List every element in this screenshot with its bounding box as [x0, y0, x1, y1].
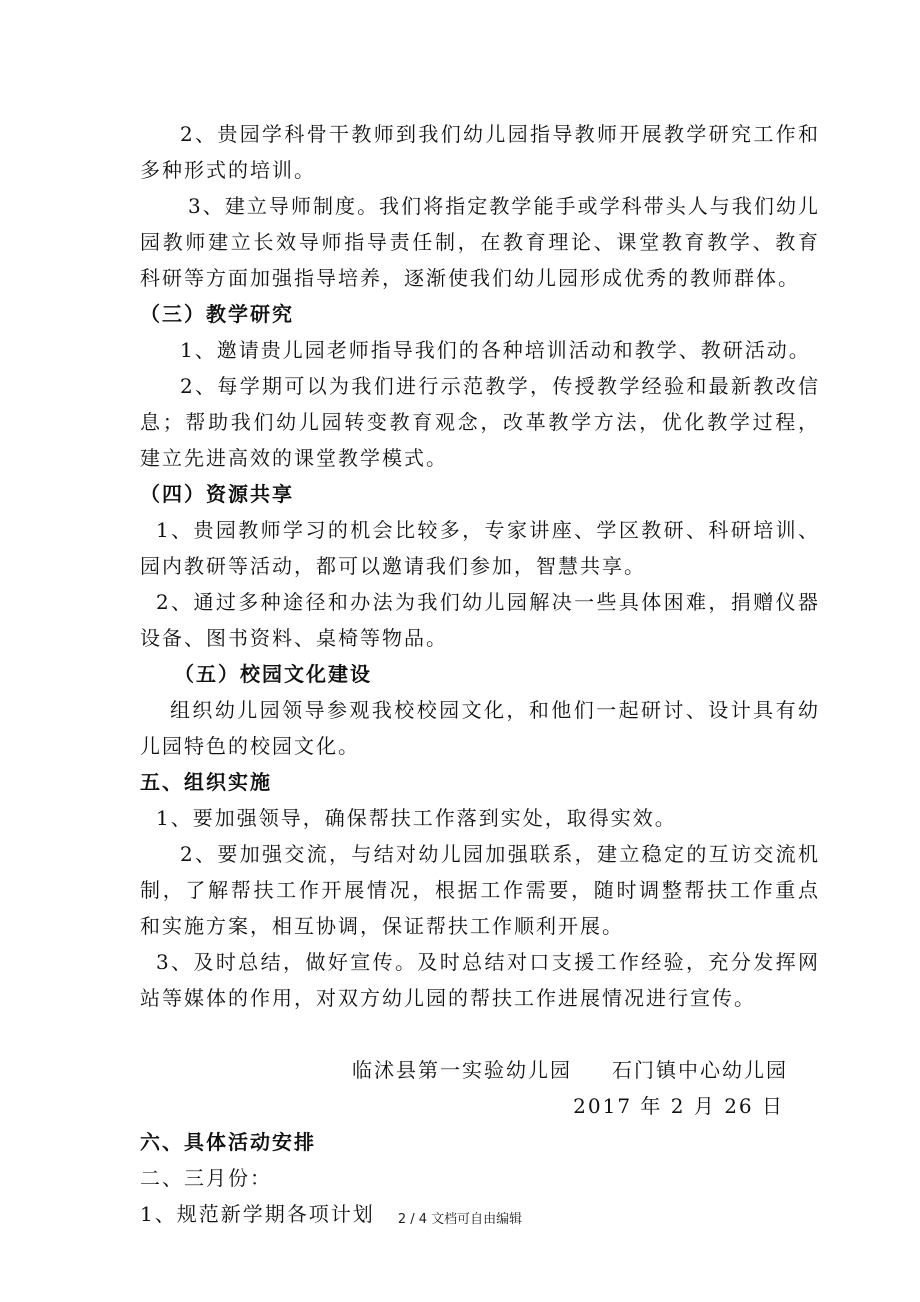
signature-date: 2017 年 2 月 26 日: [573, 1094, 784, 1118]
paragraph-months: 二、三月份：: [140, 1166, 272, 1190]
paragraph-donations: 2、通过多种途径和办法为我们幼儿园解决一些具体困难，捐赠仪器设备、图书资料、桌椅等物品。: [140, 590, 820, 650]
paragraph-learning-opportunities: 1、贵园教师学习的机会比较多，专家讲座、学区教研、科研培训、园内教研等活动，都可以邀请我们参加，智慧共享。: [140, 518, 820, 578]
heading-teaching-research: （三）教学研究: [140, 302, 294, 326]
spacer: [140, 1016, 820, 1052]
paragraph-plan-item: 1、规范新学期各项计划: [140, 1202, 375, 1226]
paragraph-communication: 2、要加强交流，与结对幼儿园加强联系，建立稳定的互访交流机制，了解帮扶工作开展情况，根据工作需要，随时调整帮扶工作重点和实施方案，相互协调，保证帮扶工作顺利开展。: [140, 842, 820, 938]
paragraph-summary-publicity: 3、及时总结，做好宣传。及时总结对口支援工作经验，充分发挥网站等媒体的作用，对双方幼儿园的帮扶工作进展情况进行宣传。: [140, 950, 820, 1010]
paragraph-leadership: 1、要加强领导，确保帮扶工作落到实处，取得实效。: [156, 806, 677, 830]
paragraph-campus-visit: 组织幼儿园领导参观我校校园文化，和他们一起研讨、设计具有幼儿园特色的校园文化。: [140, 698, 820, 758]
document-body: [140, 116, 820, 1232]
heading-activity-schedule: 六、具体活动安排: [140, 1130, 316, 1154]
paragraph-invite-guidance: 1、邀请贵儿园老师指导我们的各种培训活动和教学、教研活动。: [180, 338, 811, 362]
paragraph-mentor-training: 2、贵园学科骨干教师到我们幼儿园指导教师开展教学研究工作和多种形式的培训。: [140, 122, 820, 182]
heading-resource-sharing: （四）资源共享: [140, 482, 294, 506]
signature-org-2: 石门镇中心幼儿园: [612, 1058, 788, 1082]
paragraph-demo-teaching: 2、每学期可以为我们进行示范教学，传授教学经验和最新教改信息；帮助我们幼儿园转变教育观念，改革教学方法，优化教学过程，建立先进高效的课堂教学模式。: [140, 374, 820, 470]
signature-row: [140, 1052, 820, 1088]
paragraph-mentor-system: 3、建立导师制度。我们将指定教学能手或学科带头人与我们幼儿园教师建立长效导师指导责任制，在教育理论、课堂教育教学、教育科研等方面加强指导培养，逐渐使我们幼儿园形成优秀的教师群体。: [140, 194, 820, 290]
heading-implementation: 五、组织实施: [140, 770, 272, 794]
signature-org-1: 临沭县第一实验幼儿园: [352, 1058, 572, 1082]
page-footer: 2 / 4 文档可自由编辑: [397, 1212, 523, 1227]
heading-campus-culture: （五）校园文化建设: [174, 662, 372, 686]
